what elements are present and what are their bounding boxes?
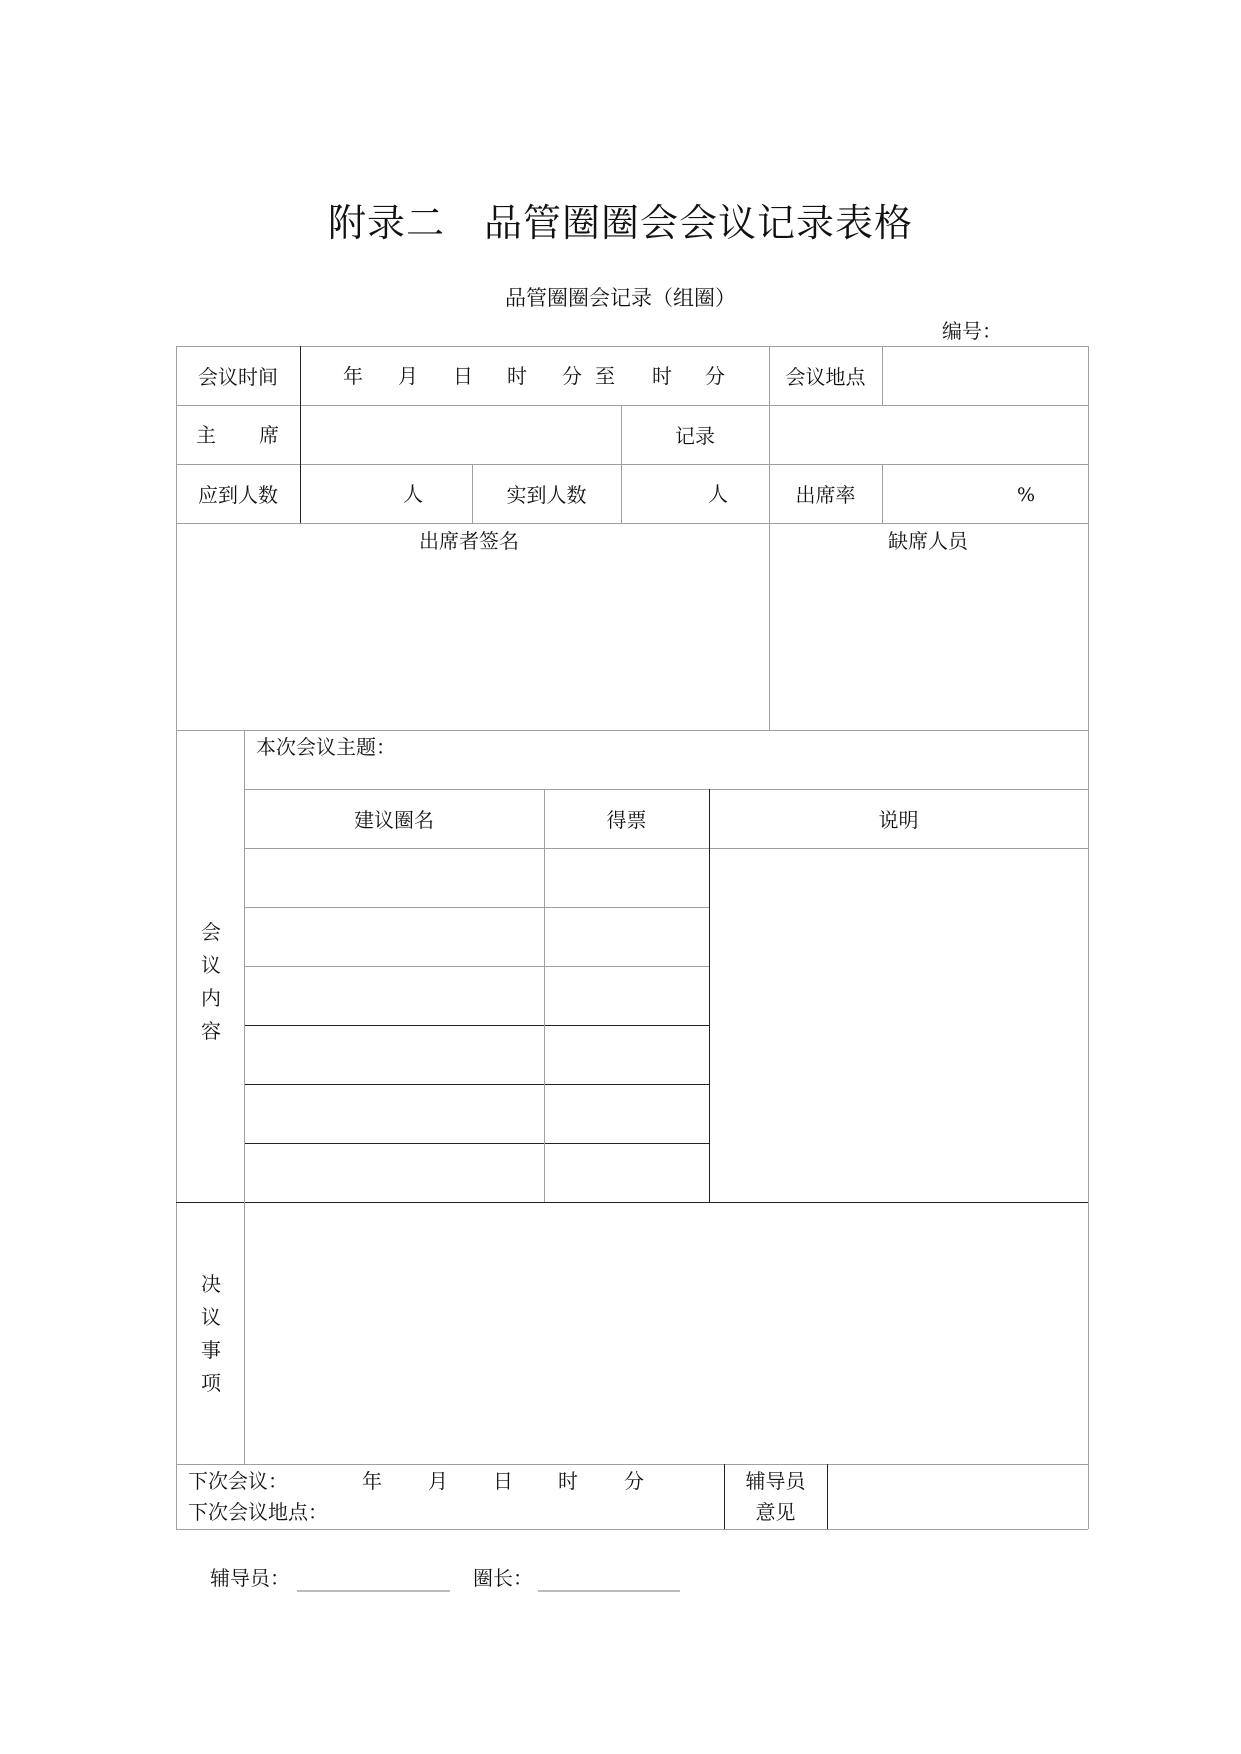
chair-field[interactable] — [300, 405, 621, 464]
time-unit-month: 月 — [398, 364, 418, 388]
attendee-signature-label: 出席者签名 — [419, 529, 519, 553]
proposal-votes-cell[interactable] — [544, 848, 709, 907]
resolutions-field[interactable] — [244, 1202, 1088, 1464]
next-unit-day: 日 — [493, 1469, 513, 1493]
column-header-votes: 得票 — [606, 808, 647, 832]
next-unit-year: 年 — [362, 1469, 382, 1493]
actual-unit: 人 — [708, 482, 728, 506]
proposal-name-cell[interactable] — [244, 1084, 544, 1143]
meeting-content-section-label — [176, 730, 244, 1202]
proposal-name-cell[interactable] — [244, 848, 544, 907]
time-unit-to: 至 — [595, 364, 615, 388]
form-subtitle: 品管圈圈会记录（组圈） — [505, 286, 736, 310]
next-meeting-location-label: 下次会议地点： — [188, 1500, 328, 1524]
leader-signature-label: 圈长： — [473, 1566, 533, 1590]
actual-attendance-field[interactable] — [621, 464, 769, 523]
table-border-right — [1088, 346, 1089, 1529]
next-meeting-field[interactable] — [176, 1464, 724, 1529]
resolutions-label-char: 决 — [201, 1272, 221, 1296]
proposal-votes-cell[interactable] — [544, 966, 709, 1025]
proposal-name-cell[interactable] — [244, 1143, 544, 1202]
meeting-time-label: 会议时间 — [198, 365, 278, 389]
content-label-char: 会 — [201, 920, 221, 944]
resolutions-label-char: 事 — [201, 1338, 221, 1362]
expected-attendance-label: 应到人数 — [198, 483, 278, 507]
resolutions-label-char: 项 — [201, 1371, 221, 1395]
advisor-opinion-label — [724, 1464, 827, 1529]
time-unit-minute-end: 分 — [705, 364, 725, 388]
column-header-description: 说明 — [878, 808, 919, 832]
meeting-location-label: 会议地点 — [785, 365, 866, 389]
leader-signature-line[interactable] — [538, 1590, 680, 1592]
recorder-label: 记录 — [675, 424, 715, 448]
content-label-char: 内 — [201, 986, 221, 1010]
attendance-rate-field[interactable] — [882, 464, 1088, 523]
advisor-opinion-field[interactable] — [827, 1464, 1088, 1529]
next-unit-month: 月 — [428, 1469, 448, 1493]
meeting-location-field[interactable] — [882, 346, 1088, 405]
proposal-votes-cell[interactable] — [544, 907, 709, 966]
proposal-name-cell[interactable] — [244, 966, 544, 1025]
table-border-bottom — [176, 1529, 1088, 1530]
recorder-field[interactable] — [769, 405, 1088, 464]
actual-attendance-label: 实到人数 — [506, 483, 587, 507]
chair-label — [176, 405, 300, 464]
meeting-topic-label: 本次会议主题： — [256, 735, 396, 759]
serial-number-label: 编号： — [942, 319, 1002, 343]
next-unit-minute: 分 — [624, 1469, 644, 1493]
attendee-signature-area[interactable] — [176, 523, 769, 730]
rate-unit: % — [1017, 484, 1036, 506]
content-label-char: 容 — [201, 1019, 221, 1043]
proposal-votes-cell[interactable] — [544, 1084, 709, 1143]
advisor-opinion-label-line-2: 意见 — [755, 1500, 796, 1524]
time-unit-year: 年 — [343, 364, 363, 388]
advisor-signature-label: 辅导员： — [210, 1566, 290, 1590]
expected-attendance-field[interactable] — [300, 464, 472, 523]
time-unit-minute: 分 — [562, 364, 582, 388]
meeting-topic-field[interactable] — [244, 730, 1088, 789]
proposal-votes-cell[interactable] — [544, 1143, 709, 1202]
document-title: 附录二 品管圈圈会会议记录表格 — [327, 201, 913, 245]
advisor-opinion-label-line-1: 辅导员 — [745, 1469, 806, 1493]
attendance-rate-label: 出席率 — [795, 483, 856, 507]
absentees-label: 缺席人员 — [888, 529, 968, 553]
absentees-area[interactable] — [769, 523, 1088, 730]
expected-unit: 人 — [403, 482, 423, 506]
resolutions-section-label — [176, 1202, 244, 1464]
next-meeting-label: 下次会议： — [188, 1469, 288, 1493]
proposal-name-cell[interactable] — [244, 907, 544, 966]
time-unit-day: 日 — [453, 364, 473, 388]
content-label-char: 议 — [201, 953, 221, 977]
time-unit-hour: 时 — [507, 364, 527, 388]
proposal-name-cell[interactable] — [244, 1025, 544, 1084]
advisor-signature-line[interactable] — [297, 1590, 450, 1592]
next-unit-hour: 时 — [558, 1469, 578, 1493]
resolutions-label-char: 议 — [201, 1305, 221, 1329]
proposal-votes-cell[interactable] — [544, 1025, 709, 1084]
time-unit-hour-end: 时 — [652, 364, 672, 388]
column-header-circle-name: 建议圈名 — [354, 808, 434, 832]
meeting-time-field[interactable] — [301, 347, 768, 404]
chair-label-char-2: 席 — [259, 423, 279, 447]
chair-label-char-1: 主 — [196, 423, 216, 447]
description-field[interactable] — [709, 848, 1088, 1202]
